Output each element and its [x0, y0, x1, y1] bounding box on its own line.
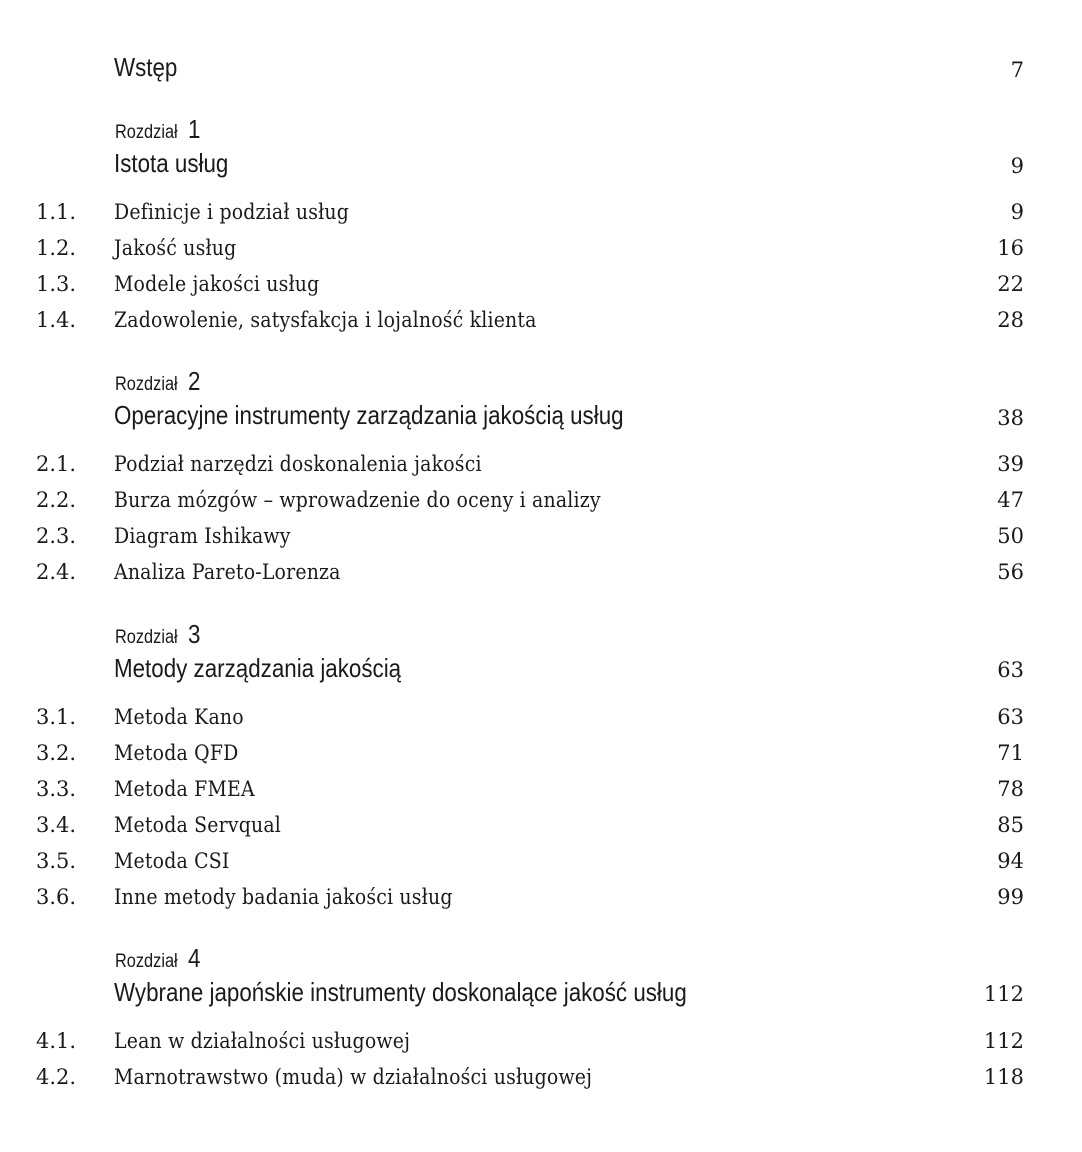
section-page: 9: [1010, 200, 1024, 224]
section-title: Metoda Servqual: [114, 813, 282, 837]
section-page: 50: [997, 524, 1024, 548]
chapter-page: 112: [983, 982, 1024, 1006]
section-number: 3.4.: [36, 813, 77, 837]
section-title: Zadowolenie, satysfakcja i lojalność klienta: [114, 308, 537, 332]
section-title: Metoda Kano: [114, 705, 244, 729]
section-number: 2.1.: [36, 452, 77, 476]
section-number: 1.3.: [36, 272, 77, 296]
chapter-label: [115, 366, 200, 397]
section-number: 3.5.: [36, 849, 77, 873]
section-page: 39: [997, 452, 1024, 476]
section-number: 1.2.: [36, 236, 77, 260]
chapter-title: Wybrane japońskie instrumenty doskonalące jakość usług: [114, 977, 687, 1007]
section-number: 3.2.: [36, 741, 77, 765]
section-title: Burza mózgów – wprowadzenie do oceny i analizy: [114, 488, 601, 512]
section-number: 3.6.: [36, 885, 77, 909]
section-title: Podział narzędzi doskonalenia jakości: [114, 452, 482, 476]
section-title: Modele jakości usług: [114, 272, 320, 296]
section-title: Metoda CSI: [114, 849, 230, 873]
section-number: 4.2.: [36, 1065, 77, 1089]
chapter-label-text: Rozdział: [115, 627, 178, 648]
chapter-number: 4: [187, 943, 201, 973]
section-title: Marnotrawstwo (muda) w działalności usługowej: [114, 1065, 593, 1089]
section-number: 2.4.: [36, 560, 77, 584]
chapter-number: 2: [187, 366, 201, 396]
section-page: 78: [997, 777, 1024, 801]
section-title: Inne metody badania jakości usług: [114, 885, 453, 909]
chapter-title: Operacyjne instrumenty zarządzania jakością usług: [114, 400, 624, 430]
chapter-label: [115, 114, 200, 145]
section-page: 16: [997, 236, 1024, 260]
intro-page: 7: [1010, 58, 1024, 82]
section-number: 2.2.: [36, 488, 77, 512]
section-page: 85: [997, 813, 1024, 837]
section-page: 94: [997, 849, 1024, 873]
section-page: 63: [997, 705, 1024, 729]
chapter-title: Metody zarządzania jakością: [114, 653, 402, 683]
section-page: 22: [997, 272, 1024, 296]
section-number: 1.4.: [36, 308, 77, 332]
chapter-page: 63: [997, 658, 1024, 682]
section-title: Jakość usług: [114, 236, 237, 260]
chapter-page: 38: [997, 406, 1024, 430]
chapter-title: Istota usług: [114, 148, 229, 178]
section-page: 112: [983, 1029, 1024, 1053]
section-number: 3.1.: [36, 705, 77, 729]
section-page: 28: [997, 308, 1024, 332]
section-title: Metoda FMEA: [114, 777, 255, 801]
section-title: Analiza Pareto-Lorenza: [114, 560, 341, 584]
chapter-label-text: Rozdział: [115, 374, 178, 395]
section-title: Metoda QFD: [114, 741, 239, 765]
chapter-number: 1: [187, 114, 201, 144]
section-page: 56: [997, 560, 1024, 584]
chapter-label: [115, 943, 200, 974]
section-title: Definicje i podział usług: [114, 200, 350, 224]
section-number: 4.1.: [36, 1029, 77, 1053]
chapter-label-text: Rozdział: [115, 122, 178, 143]
section-title: Diagram Ishikawy: [114, 524, 291, 548]
intro-title: Wstęp: [114, 52, 178, 82]
section-title: Lean w działalności usługowej: [114, 1029, 411, 1053]
section-page: 47: [997, 488, 1024, 512]
section-number: 2.3.: [36, 524, 77, 548]
section-number: 1.1.: [36, 200, 77, 224]
chapter-number: 3: [187, 619, 201, 649]
chapter-label: [115, 619, 200, 650]
section-page: 118: [983, 1065, 1024, 1089]
section-number: 3.3.: [36, 777, 77, 801]
chapter-page: 9: [1010, 154, 1024, 178]
section-page: 71: [997, 741, 1024, 765]
chapter-label-text: Rozdział: [115, 951, 178, 972]
section-page: 99: [997, 885, 1024, 909]
